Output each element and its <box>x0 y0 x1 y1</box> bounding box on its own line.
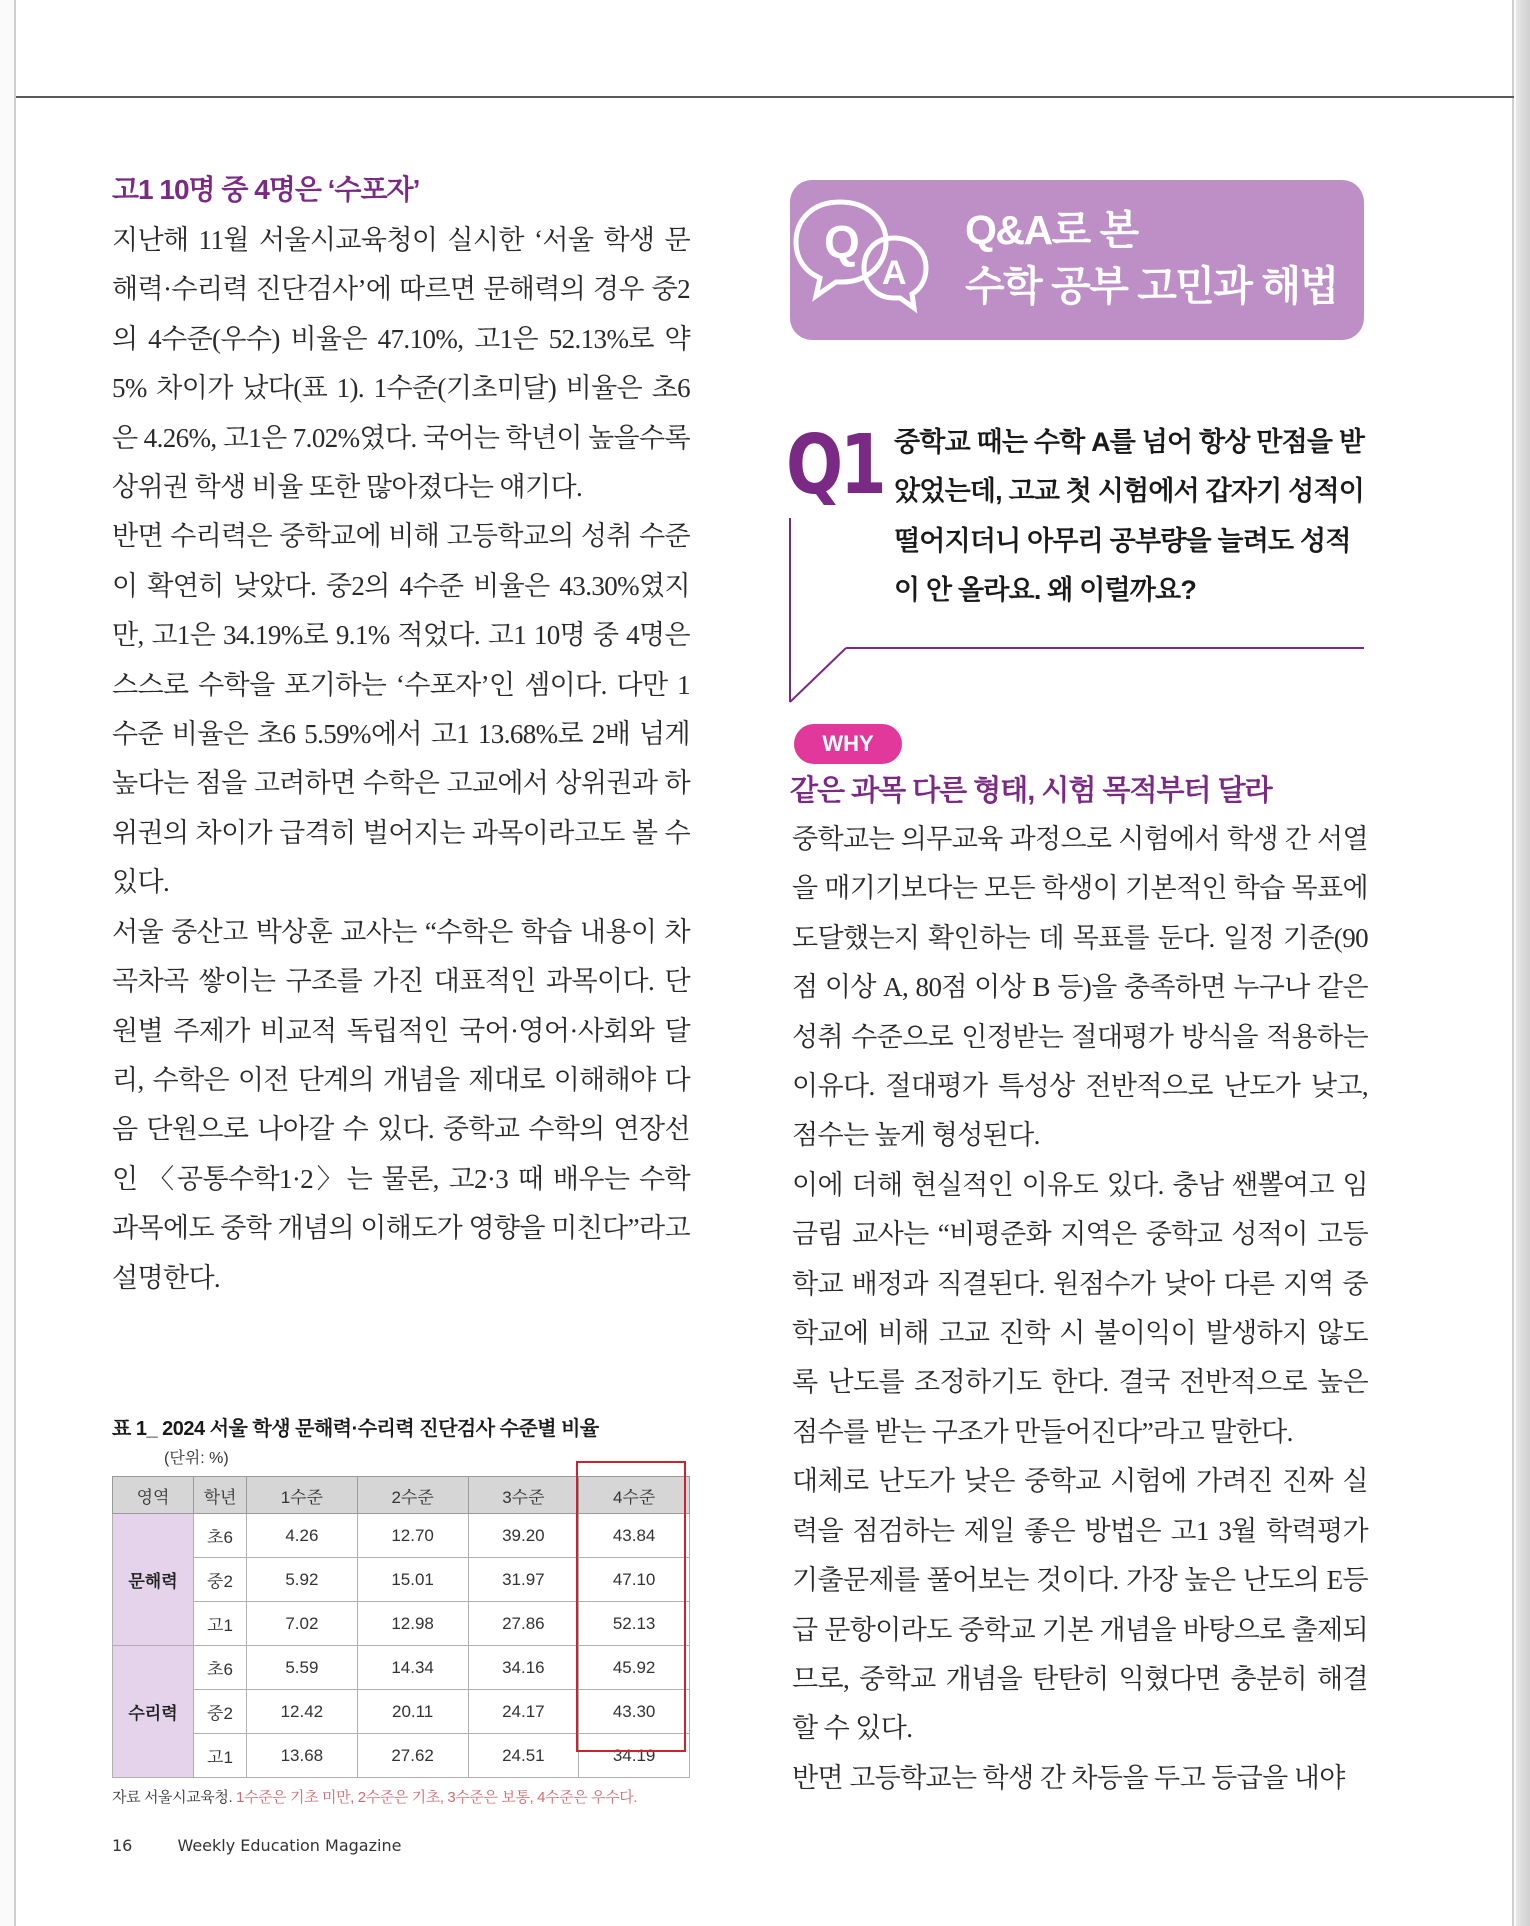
value-cell: 7.02 <box>247 1602 358 1646</box>
header-rule <box>16 96 1514 98</box>
grade-cell: 초6 <box>194 1514 247 1558</box>
table-row <box>113 1734 690 1778</box>
grade-cell: 고1 <box>194 1602 247 1646</box>
value-cell: 15.01 <box>357 1558 468 1602</box>
qa-speech-bubble-icon <box>790 190 940 320</box>
right-column <box>792 815 1368 1803</box>
paragraph: 반면 고등학교는 학생 간 차등을 두고 등급을 내야 <box>792 1762 1345 1793</box>
value-cell: 34.16 <box>468 1646 579 1690</box>
header-cell: 3수준 <box>468 1477 579 1514</box>
header-cell: 1수준 <box>247 1477 358 1514</box>
value-cell: 24.51 <box>468 1734 579 1778</box>
table-block <box>112 1412 702 1807</box>
value-cell: 14.34 <box>357 1646 468 1690</box>
section-title: 고1 10명 중 4명은 ‘수포자’ <box>112 174 420 205</box>
value-cell: 47.10 <box>579 1558 690 1602</box>
value-cell: 12.42 <box>247 1690 358 1734</box>
table-unit: (단위: %) <box>164 1450 229 1467</box>
header-cell: 2수준 <box>357 1477 468 1514</box>
value-cell: 27.62 <box>357 1734 468 1778</box>
table-row <box>113 1514 690 1558</box>
value-cell: 31.97 <box>468 1558 579 1602</box>
value-cell: 45.92 <box>579 1646 690 1690</box>
banner-line-1: Q&A로 본 <box>965 207 1138 253</box>
stats-table <box>112 1476 690 1778</box>
value-cell: 5.92 <box>247 1558 358 1602</box>
question-label: Q1 <box>786 418 884 513</box>
source-note: 1수준은 기초 미만, 2수준은 기초, 3수준은 보통, 4수준은 우수다. <box>236 1789 638 1806</box>
paragraph: 지난해 11월 서울시교육청이 실시한 ‘서울 학생 문해력·수리력 진단검사’에 따르면 문해력의 경우 중2의 4수준(우수) 비율은 47.10%, 고1은 52.13%로 약 5% 차이가 났다(표 1). 1수준(기초미달) 비율은 초6은 4.26%, 고1은 7.02%였다. 국어는 학년이 높을수록 상위권 학생 비율 또한 많아졌다는 얘기다. <box>112 225 690 503</box>
question-text: 중학교 때는 수학 A를 넘어 항상 만점을 받았었는데, 고교 첫 시험에서 갑자기 성적이 떨어지더니 아무리 공부량을 늘려도 성적이 안 올라요. 왜 이럴까요? <box>894 427 1365 606</box>
banner-line-2: 수학 공부 고민과 해법 <box>965 263 1338 309</box>
value-cell: 20.11 <box>357 1690 468 1734</box>
table-header-row <box>113 1477 690 1514</box>
table-title: 표 1_ 2024 서울 학생 문해력·수리력 진단검사 수준별 비율 <box>112 1418 599 1440</box>
why-badge: WHY <box>794 724 902 764</box>
qa-banner <box>790 180 1364 340</box>
value-cell: 24.17 <box>468 1690 579 1734</box>
table-row <box>113 1602 690 1646</box>
value-cell: 27.86 <box>468 1602 579 1646</box>
value-cell: 39.20 <box>468 1514 579 1558</box>
table-row <box>113 1646 690 1690</box>
table-row <box>113 1690 690 1734</box>
answer-title: 같은 과목 다른 형태, 시험 목적부터 달라 <box>790 775 1272 807</box>
value-cell: 12.70 <box>357 1514 468 1558</box>
page-number: 16 <box>112 1836 133 1855</box>
value-cell: 5.59 <box>247 1646 358 1690</box>
paragraph: 서울 중산고 박상훈 교사는 “수학은 학습 내용이 차곡차곡 쌓이는 구조를 가진 대표적인 과목이다. 단원별 주제가 비교적 독립적인 국어·영어·사회와 달리, 수학은 이전 단계의 개념을 제대로 이해해야 다음 단원으로 나아갈 수 있다. 중학교 수학의 연장선인 〈공통수학1·2〉는 물론, 고2·3 때 배우는 수학 과목에도 중학 개념의 이해도가 영향을 미친다”라고 설명한다. <box>112 916 690 1293</box>
header-cell: 학년 <box>194 1477 247 1514</box>
value-cell: 43.30 <box>579 1690 690 1734</box>
left-column <box>112 168 690 1303</box>
paragraph: 반면 수리력은 중학교에 비해 고등학교의 성취 수준이 확연히 낮았다. 중2의 4수준 비율은 43.30%였지만, 고1은 34.19%로 9.1% 적었다. 고1 10명 중 4명은 스스로 수학을 포기하는 ‘수포자’인 셈이다. 다만 1수준 비율은 초6 5.59%에서 고1 13.68%로 2배 넘게 높다는 점을 고려하면 수학은 고교에서 상위권과 하위권의 차이가 급격히 벌어지는 과목이라고도 볼 수 있다. <box>112 521 690 898</box>
header-cell: 4수준 <box>579 1477 690 1514</box>
grade-cell: 중2 <box>194 1558 247 1602</box>
value-cell: 43.84 <box>579 1514 690 1558</box>
paragraph: 이에 더해 현실적인 이유도 있다. 충남 쌘뽈여고 임금림 교사는 “비평준화 지역은 중학교 성적이 고등학교 배정과 직결된다. 원점수가 낮아 다른 지역 중학교에 비해 고교 진학 시 불이익이 발생하지 않도록 난도를 조정하기도 한다. 결국 전반적으로 높은 점수를 받는 구조가 만들어진다”라고 말한다. <box>792 1169 1368 1447</box>
value-cell: 4.26 <box>247 1514 358 1558</box>
area-cell: 수리력 <box>113 1646 194 1778</box>
page-footer <box>112 1836 401 1855</box>
page-edge <box>1516 0 1530 1926</box>
grade-cell: 중2 <box>194 1690 247 1734</box>
grade-cell: 초6 <box>194 1646 247 1690</box>
area-cell: 문해력 <box>113 1514 194 1646</box>
grade-cell: 고1 <box>194 1734 247 1778</box>
table-source <box>112 1786 702 1807</box>
paragraph: 대체로 난도가 낮은 중학교 시험에 가려진 진짜 실력을 점검하는 제일 좋은 방법은 고1 3월 학력평가 기출문제를 풀어보는 것이다. 가장 높은 난도의 E등급 문항이라도 중학교 기본 개념을 바탕으로 출제되므로, 중학교 개념을 탄탄히 익혔다면 충분히 해결할 수 있다. <box>792 1466 1368 1744</box>
qa-banner-title <box>965 202 1338 314</box>
qa-icon-q: Q <box>824 216 860 268</box>
header-cell: 영역 <box>113 1477 194 1514</box>
paragraph: 중학교는 의무교육 과정으로 시험에서 학생 간 서열을 매기기보다는 모든 학생이 기본적인 학습 목표에 도달했는지 확인하는 데 목표를 둔다. 일정 기준(90점 이상 A, 80점 이상 B 등)을 충족하면 누구나 같은 성취 수준으로 인정받는 절대평가 방식을 적용하는 이유다. 절대평가 특성상 전반적으로 난도가 낮고, 점수는 높게 형성된다. <box>792 824 1368 1151</box>
value-cell: 34.19 <box>579 1734 690 1778</box>
table-row <box>113 1558 690 1602</box>
value-cell: 12.98 <box>357 1602 468 1646</box>
value-cell: 52.13 <box>579 1602 690 1646</box>
value-cell: 13.68 <box>247 1734 358 1778</box>
qa-icon-a: A <box>882 254 907 292</box>
source-label: 자료 서울시교육청. <box>112 1789 233 1806</box>
magazine-name: Weekly Education Magazine <box>177 1836 402 1855</box>
